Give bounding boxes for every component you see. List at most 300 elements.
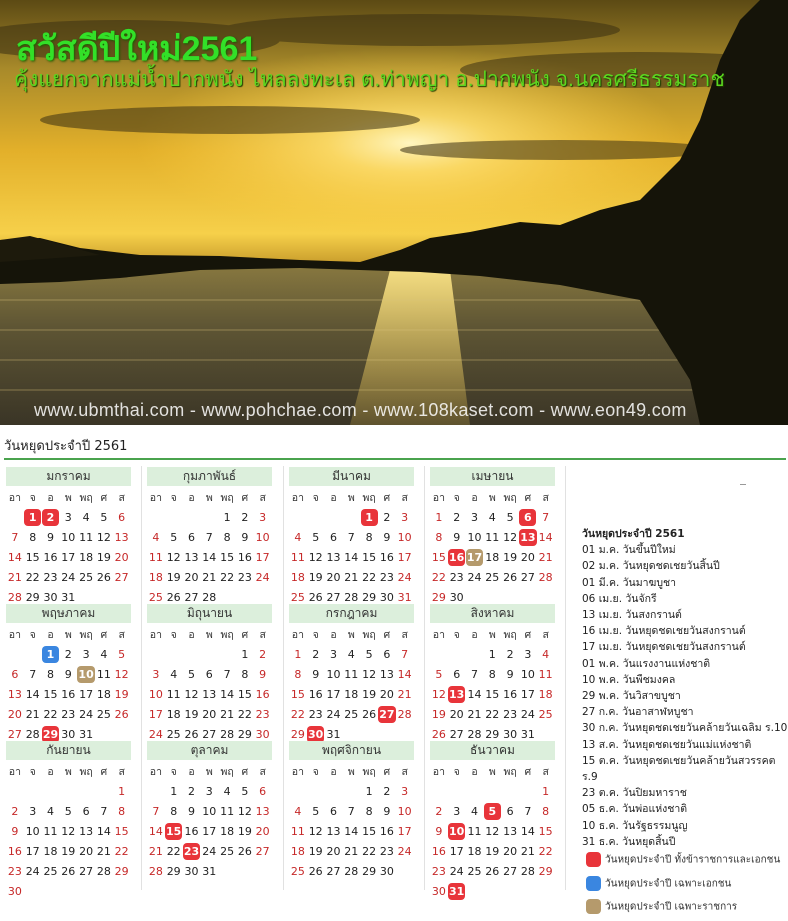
legend-swatch [586,852,601,867]
weekday-label: อา [432,766,445,778]
holiday-day [448,685,466,705]
empty-cell [448,645,466,665]
empty-cell [183,508,201,528]
month-name: พฤษภาคม [6,604,131,623]
day-cell: 20 [7,708,22,721]
day-cell: 25 [43,865,58,878]
day-cell: 5 [170,531,178,544]
day-cell: 22 [43,708,58,721]
day-cell: 3 [401,511,409,524]
day-cell: 31 [326,728,341,741]
day-cell: 24 [255,571,270,584]
day-cell: 21 [220,708,235,721]
day-cell: 24 [467,571,482,584]
month-days-grid [430,625,564,745]
day-cell: 29 [290,728,305,741]
empty-cell [183,645,201,665]
day-cell: 12 [114,668,129,681]
holiday-day [466,548,484,568]
day-cell: 10 [61,531,76,544]
day-cell: 8 [365,805,373,818]
day-cell: 22 [362,845,377,858]
day-cell: 18 [538,688,553,701]
day-cell: 11 [467,825,482,838]
empty-cell [342,782,360,802]
day-cell: 21 [96,845,111,858]
day-cell: 13 [255,805,270,818]
day-cell: 21 [202,571,217,584]
day-cell: 29 [237,728,252,741]
day-cell: 8 [223,531,231,544]
empty-cell [519,782,537,802]
day-cell: 29 [538,865,553,878]
weekday-label: จ [29,629,36,641]
day-cell: 7 [100,805,108,818]
day-cell: 14 [520,825,535,838]
day-cell: 30 [431,885,446,898]
day-cell: 19 [184,708,199,721]
day-cell: 8 [365,531,373,544]
day-cell: 26 [431,728,446,741]
holiday-marker: 13 [520,531,536,544]
weekday-label: ส [401,492,408,504]
day-cell: 12 [308,825,323,838]
weekday-label: ศ [100,766,108,778]
day-cell: 13 [503,825,518,838]
day-cell: 14 [538,531,553,544]
day-cell: 2 [241,511,249,524]
day-cell: 24 [520,708,535,721]
weekday-label: อ [330,766,337,778]
day-cell: 3 [152,668,160,681]
day-cell: 24 [79,708,94,721]
day-cell: 9 [435,825,443,838]
holiday-marker: 31 [449,885,465,898]
weekday-label: จ [170,629,177,641]
holiday-day [483,802,501,822]
day-cell: 22 [237,708,252,721]
day-cell: 19 [96,551,111,564]
day-cell: 7 [347,805,355,818]
day-cell: 10 [326,668,341,681]
day-cell: 9 [187,805,195,818]
day-cell: 10 [397,805,412,818]
day-cell: 2 [383,511,391,524]
empty-cell [24,782,42,802]
day-cell: 21 [344,845,359,858]
holiday-marker: 23 [183,845,200,858]
day-cell: 25 [485,571,500,584]
day-cell: 26 [308,865,323,878]
holiday-marker: 6 [519,509,536,526]
empty-cell [6,645,24,665]
day-cell: 17 [202,825,217,838]
day-cell: 24 [397,845,412,858]
day-cell: 11 [290,825,305,838]
weekday-label: จ [170,766,177,778]
day-cell: 15 [237,688,252,701]
day-cell: 26 [184,728,199,741]
weekday-label: ส [542,492,549,504]
day-cell: 18 [96,688,111,701]
day-cell: 9 [259,668,267,681]
weekday-label: อ [188,492,195,504]
weekday-label: อ [47,629,54,641]
day-cell: 25 [148,591,163,604]
holiday-marker: 30 [308,728,324,741]
column-separator [565,466,566,890]
weekday-label: อา [432,492,445,504]
day-cell: 29 [25,591,40,604]
month-days-grid [430,488,564,608]
day-cell: 16 [503,688,518,701]
weekday-label: พ [488,492,496,504]
day-cell: 30 [379,591,394,604]
day-cell: 18 [485,551,500,564]
day-cell: 10 [148,688,163,701]
banner-websites: www.ubmthai.com - www.pohchae.com - www.108kaset.com - www.eon49.com [34,400,687,420]
day-cell: 27 [326,865,341,878]
holiday-day [183,842,201,862]
holiday-marker: 15 [166,825,182,838]
month-name: กันยายน [6,741,131,760]
day-cell: 29 [485,728,500,741]
holiday-marker: 1 [361,509,378,526]
holiday-day [448,822,466,842]
day-cell: 14 [220,688,235,701]
day-cell: 10 [25,825,40,838]
day-cell: 6 [187,531,195,544]
day-cell: 4 [542,648,550,661]
day-cell: 30 [7,885,22,898]
day-cell: 29 [362,591,377,604]
day-cell: 8 [241,668,249,681]
weekday-label: จ [312,492,319,504]
holiday-item: 27 ก.ค. วันอาสาฬหบูชา [582,706,694,719]
day-cell: 27 [520,571,535,584]
day-cell: 15 [114,825,129,838]
day-cell: 7 [524,805,532,818]
day-cell: 18 [43,845,58,858]
empty-cell [59,782,77,802]
weekday-label: อ [47,492,54,504]
month-2 [147,467,281,608]
day-cell: 26 [503,571,518,584]
empty-cell [325,508,343,528]
day-cell: 12 [485,825,500,838]
day-cell: 15 [431,551,446,564]
day-cell: 21 [344,571,359,584]
holiday-day [519,528,537,548]
holiday-item: 16 เม.ย. วันหยุดชดเชยวันสงกรานต์ [582,625,746,638]
month-8 [430,604,564,745]
legend-label: วันหยุดประจำปี เฉพาะเอกชน [605,878,732,890]
day-cell: 5 [118,648,126,661]
holiday-item: 15 ต.ค. วันหยุดชดเชยวันคล้ายวันสวรรคต ร.9 [582,754,776,784]
day-cell: 3 [259,511,267,524]
day-cell: 31 [61,591,76,604]
holiday-item: 10 พ.ค. วันพืชมงคล [582,673,676,686]
day-cell: 8 [118,805,126,818]
day-cell: 21 [520,845,535,858]
month-name: ธันวาคม [430,741,555,760]
day-cell: 2 [187,785,195,798]
day-cell: 26 [96,571,111,584]
day-cell: 4 [294,805,302,818]
day-cell: 9 [312,668,320,681]
weekday-label: ส [542,629,549,641]
day-cell: 2 [312,648,320,661]
empty-cell [6,508,24,528]
day-cell: 28 [25,728,40,741]
day-cell: 5 [435,668,443,681]
weekday-label: พฤ [79,492,93,504]
weekday-label: ศ [241,492,249,504]
holiday-day [448,548,466,568]
day-cell: 17 [326,688,341,701]
day-cell: 17 [397,551,412,564]
day-cell: 24 [202,845,217,858]
holiday-item: 13 เม.ย. วันสงกรานต์ [582,609,682,622]
day-cell: 7 [223,668,231,681]
day-cell: 27 [503,865,518,878]
weekday-label: อา [8,492,21,504]
day-cell: 4 [488,511,496,524]
weekday-label: อ [471,766,478,778]
month-4 [430,467,564,608]
day-cell: 29 [166,865,181,878]
empty-cell [165,645,183,665]
day-cell: 8 [488,668,496,681]
weekday-label: ส [118,492,125,504]
weekday-label: ศ [100,629,108,641]
weekday-label: ส [118,766,125,778]
day-cell: 15 [362,825,377,838]
day-cell: 2 [259,648,267,661]
day-cell: 5 [64,805,72,818]
day-cell: 14 [148,825,163,838]
day-cell: 17 [397,825,412,838]
day-cell: 15 [290,688,305,701]
day-cell: 15 [25,551,40,564]
month-name: เมษายน [430,467,555,486]
holiday-item: 01 ม.ค. วันขึ้นปีใหม่ [582,544,676,557]
weekday-label: พฤ [79,766,93,778]
day-cell: 27 [184,591,199,604]
day-cell: 13 [326,825,341,838]
divider-mark [740,484,746,485]
day-cell: 18 [290,845,305,858]
day-cell: 6 [82,805,90,818]
column-separator [283,466,284,890]
day-cell: 3 [524,648,532,661]
holiday-item: 23 ต.ค. วันปิยมหาราช [582,787,687,800]
month-name: มกราคม [6,467,131,486]
day-cell: 30 [255,728,270,741]
day-cell: 28 [96,865,111,878]
day-cell: 6 [329,531,337,544]
empty-cell [147,782,165,802]
weekday-label: อา [149,766,162,778]
weekday-label: พ [488,629,496,641]
month-days-grid [430,762,564,902]
day-cell: 9 [241,531,249,544]
day-cell: 29 [362,865,377,878]
day-cell: 11 [290,551,305,564]
holiday-list [582,526,788,850]
holiday-day [165,822,183,842]
day-cell: 26 [485,865,500,878]
holiday-item: 31 ธ.ค. วันหยุดสิ้นปี [582,835,676,848]
empty-cell [24,645,42,665]
day-cell: 16 [379,825,394,838]
day-cell: 1 [170,785,178,798]
empty-cell [165,508,183,528]
holiday-marker: 29 [42,728,59,741]
day-cell: 18 [79,551,94,564]
day-cell: 25 [220,845,235,858]
day-cell: 9 [383,805,391,818]
weekday-label: อ [330,629,337,641]
holiday-marker: 27 [379,708,395,721]
day-cell: 20 [503,845,518,858]
weekday-label: อา [149,629,162,641]
day-cell: 14 [344,551,359,564]
empty-cell [77,782,95,802]
day-cell: 11 [485,531,500,544]
day-cell: 12 [166,551,181,564]
weekday-label: ส [259,629,266,641]
empty-cell [289,508,307,528]
weekday-label: พ [347,492,355,504]
day-cell: 16 [7,845,22,858]
day-cell: 11 [43,825,58,838]
day-cell: 13 [202,688,217,701]
day-cell: 14 [25,688,40,701]
weekday-label: ศ [524,492,532,504]
empty-cell [325,782,343,802]
weekday-label: ศ [241,766,249,778]
month-1 [6,467,140,608]
weekday-label: พฤ [362,492,376,504]
day-cell: 3 [401,785,409,798]
day-cell: 6 [329,805,337,818]
day-cell: 20 [79,845,94,858]
column-separator [424,466,425,890]
day-cell: 21 [538,551,553,564]
banner-subtitle: คุ้งแยกจากแม่น้ำปากพนัง ไหลลงทะเล ต.ท่าพญา อ.ปากพนัง จ.นครศรีธรรมราช [14,68,725,91]
day-cell: 15 [538,825,553,838]
day-cell: 11 [538,668,553,681]
weekday-label: ส [259,492,266,504]
day-cell: 4 [100,648,108,661]
weekday-label: ส [401,766,408,778]
day-cell: 22 [290,708,305,721]
day-cell: 23 [379,571,394,584]
holiday-item: 01 พ.ค. วันแรงงานแห่งชาติ [582,657,711,670]
empty-cell [42,782,60,802]
day-cell: 8 [542,805,550,818]
day-cell: 29 [431,591,446,604]
day-cell: 27 [326,591,341,604]
day-cell: 2 [383,785,391,798]
day-cell: 26 [166,591,181,604]
day-cell: 10 [520,668,535,681]
day-cell: 4 [347,648,355,661]
weekday-label: พฤ [503,629,517,641]
day-cell: 11 [220,805,235,818]
day-cell: 22 [25,571,40,584]
day-cell: 19 [308,571,323,584]
day-cell: 19 [61,845,76,858]
holiday-day [24,508,42,528]
weekday-label: พฤ [362,766,376,778]
holiday-day [42,645,60,665]
day-cell: 26 [362,708,377,721]
weekday-label: ศ [383,629,391,641]
day-cell: 8 [435,531,443,544]
holiday-marker: 10 [78,668,94,681]
day-cell: 9 [383,531,391,544]
day-cell: 5 [187,668,195,681]
day-cell: 4 [152,531,160,544]
day-cell: 9 [506,668,514,681]
holiday-item: 17 เม.ย. วันหยุดชดเชยวันสงกรานต์ [582,641,746,654]
day-cell: 22 [114,845,129,858]
month-7 [289,604,423,745]
day-cell: 9 [46,531,54,544]
day-cell: 16 [379,551,394,564]
day-cell: 20 [379,688,394,701]
day-cell: 23 [61,708,76,721]
sunset-photo [0,0,788,425]
banner-title: สวัสดีปีใหม่2561 [16,30,258,68]
holiday-item: 05 ธ.ค. วันพ่อแห่งชาติ [582,803,688,816]
legend-item [586,876,731,893]
day-cell: 22 [538,845,553,858]
weekday-label: ส [401,629,408,641]
day-cell: 18 [467,845,482,858]
day-cell: 1 [488,648,496,661]
day-cell: 7 [205,531,213,544]
day-cell: 2 [11,805,19,818]
day-cell: 23 [237,571,252,584]
day-cell: 30 [379,865,394,878]
weekday-label: อา [291,492,304,504]
holiday-list-heading: วันหยุดประจำปี 2561 [582,528,685,540]
day-cell: 3 [329,648,337,661]
weekday-label: ศ [241,629,249,641]
day-cell: 9 [11,825,19,838]
month-11 [289,741,423,882]
day-cell: 24 [449,865,464,878]
empty-cell [218,645,236,665]
day-cell: 5 [241,785,249,798]
day-cell: 26 [308,591,323,604]
weekday-label: อา [291,629,304,641]
day-cell: 19 [431,708,446,721]
month-days-grid [289,488,423,608]
day-cell: 19 [503,551,518,564]
holiday-day [448,882,466,902]
day-cell: 31 [79,728,94,741]
day-cell: 30 [184,865,199,878]
weekday-label: พฤ [220,492,234,504]
empty-cell [466,782,484,802]
empty-cell [501,782,519,802]
day-cell: 15 [485,688,500,701]
day-cell: 31 [520,728,535,741]
